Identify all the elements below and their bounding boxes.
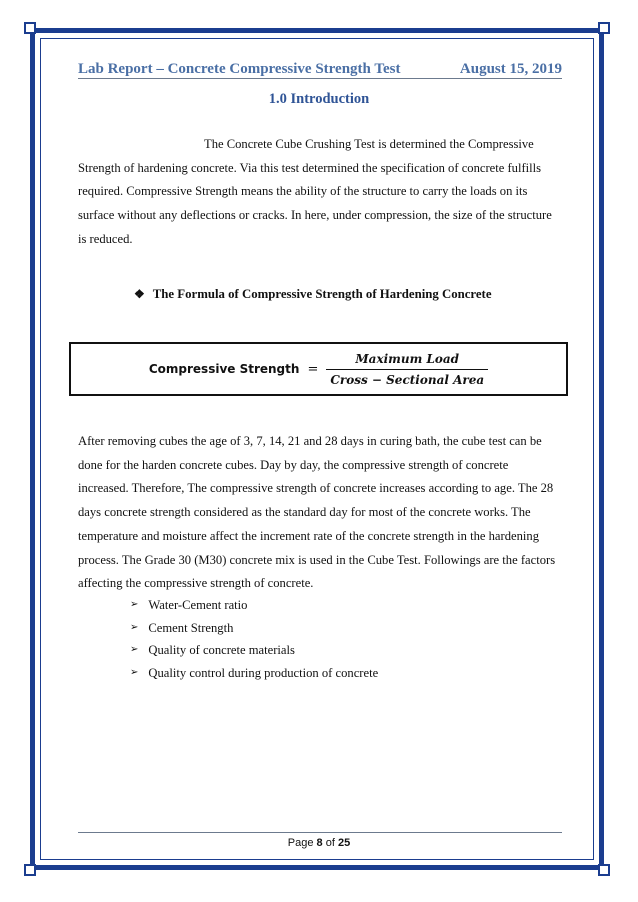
formula-denominator: Cross − Sectional Area bbox=[330, 372, 485, 387]
header-divider bbox=[78, 78, 562, 79]
intro-paragraph: The Concrete Cube Crushing Test is determined the Compressive Strength of hardening concrete. Via this test determined the specification of concrete fulfills required. Compressive Strength means the ability of the structure to carry the loads on its surface without any deflections or cracks. In here, under compression, the size of the structure is reduced. bbox=[78, 137, 552, 246]
arrow-bullet-icon: ➢ bbox=[130, 599, 139, 610]
factor-text: Quality of concrete materials bbox=[148, 643, 295, 658]
border-corner-ornament bbox=[24, 864, 36, 876]
arrow-bullet-icon: ➢ bbox=[130, 644, 139, 656]
formula-box bbox=[69, 342, 568, 396]
factor-list bbox=[130, 594, 378, 684]
body-paragraph: After removing cubes the age of 3, 7, 14, 21 and 28 days in curing bath, the cube test can be done for the harden concrete cubes. Day by day, the compressive strength of concrete increased. Therefore, The compressive strength of concrete increases according to age. The 28 days concrete strength considered as the standard day for most of the concrete works. The temperature and moisture affect the increment rate of the concrete strength in the hardening process. The Grade 30 (M30) concrete mix is used in the Cube Test. Followings are the factors affecting the compressive strength of concrete. bbox=[78, 434, 556, 591]
formula-label: Compressive Strength bbox=[148, 362, 300, 376]
footer-page-word: Page bbox=[287, 837, 314, 849]
header-date: August 15, 2019 bbox=[459, 61, 562, 77]
factor-text: Quality control during production of concrete bbox=[148, 665, 379, 680]
list-item bbox=[130, 662, 378, 685]
list-item bbox=[130, 594, 378, 617]
page-footer bbox=[0, 837, 638, 849]
border-corner-ornament bbox=[598, 22, 610, 34]
arrow-bullet-icon: ➢ bbox=[130, 666, 139, 678]
formula-numerator: Maximum Load bbox=[355, 351, 460, 366]
list-item bbox=[130, 617, 378, 640]
factor-text: Water-Cement ratio bbox=[148, 598, 248, 612]
formula-heading-text: The Formula of Compressive Strength of Hardening Concrete bbox=[152, 287, 492, 301]
running-header bbox=[78, 58, 562, 78]
factor-text: Cement Strength bbox=[148, 620, 234, 635]
formula-fraction bbox=[326, 352, 488, 387]
section-title: 1.0 Introduction bbox=[268, 91, 370, 107]
border-corner-ornament bbox=[24, 22, 36, 34]
fraction-bar bbox=[326, 369, 488, 370]
footer-divider bbox=[78, 832, 562, 833]
border-corner-ornament bbox=[598, 864, 610, 876]
footer-page-number: 8 bbox=[316, 837, 323, 849]
footer-of-word: of bbox=[325, 837, 335, 849]
formula-heading bbox=[134, 287, 492, 302]
arrow-bullet-icon: ➢ bbox=[130, 621, 139, 633]
diamond-bullet-icon: ❖ bbox=[134, 287, 145, 301]
list-item bbox=[130, 639, 378, 662]
footer-total-pages: 25 bbox=[337, 837, 351, 849]
header-title: Lab Report – Concrete Compressive Strength Test bbox=[78, 61, 401, 77]
formula-equals: = bbox=[307, 361, 319, 377]
